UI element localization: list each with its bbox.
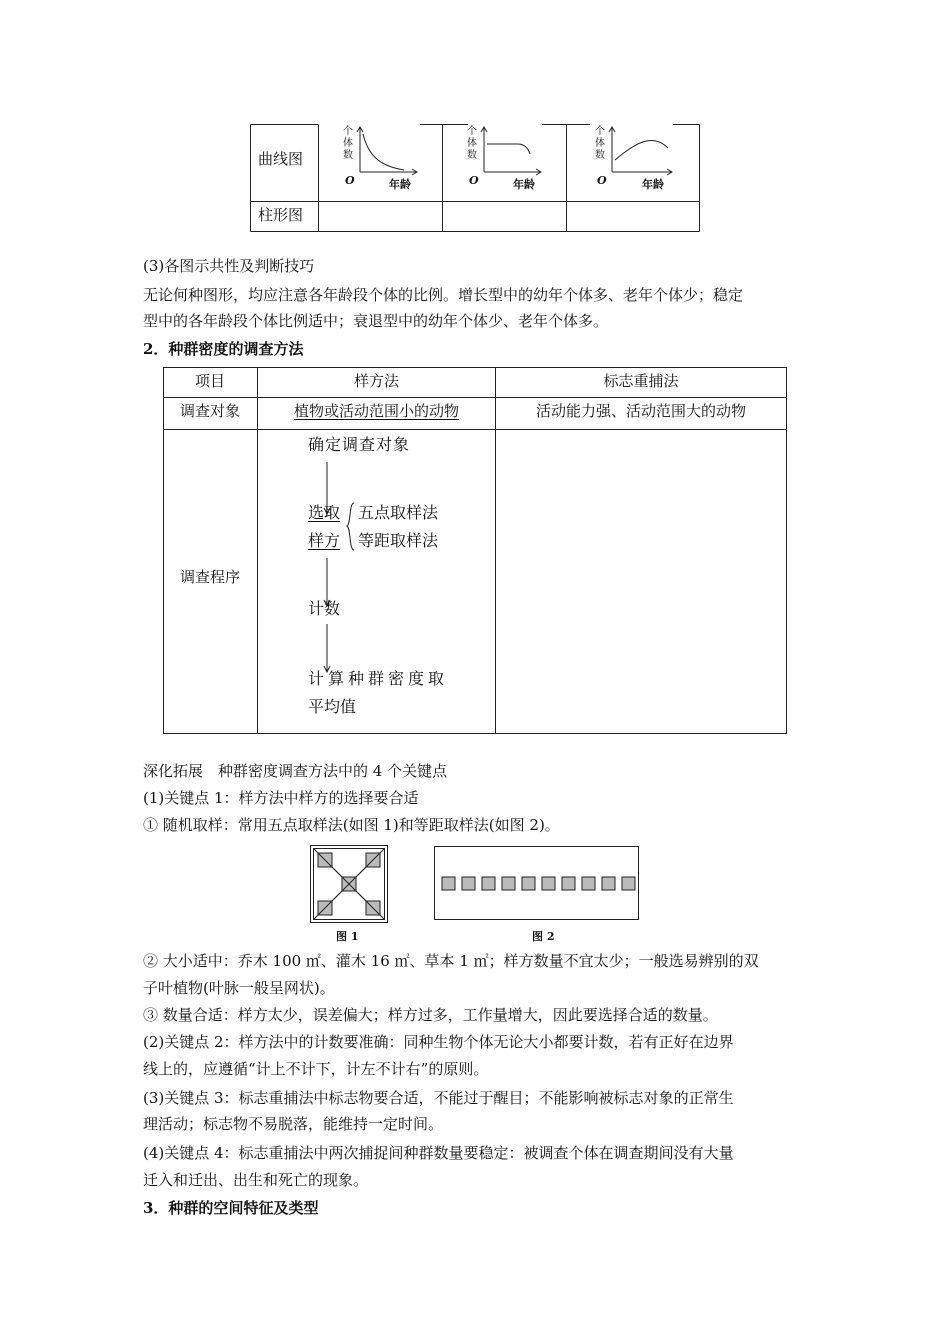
keypoint4-line1: (4)关键点 4：标志重捕法中两次捕捉间种群数量要稳定：被调查个体在调查期间没有大量 [143, 1144, 734, 1162]
option-five-point: 五点取样法 [358, 503, 439, 522]
keypoint2-line1: (2)关键点 2：样方法中的计数要准确：同种生物个体无论大小都要计数，若有正好在边界 [143, 1033, 734, 1051]
axis-y-char: 体 [467, 138, 477, 149]
step-quadrat: 样方 [308, 531, 341, 550]
age-structure-table [250, 124, 700, 232]
axis-y-char: 数 [467, 150, 477, 161]
axis-origin: O [469, 174, 479, 187]
axis-origin: O [345, 174, 355, 187]
quadrat-subject: 植物或活动范围小的动物 [293, 402, 459, 420]
axis-y-char: 个 [595, 126, 605, 137]
keypoint2-line2: 线上的，应遵循“计上不计下，计左不计右”的原则。 [143, 1060, 489, 1078]
quadrat-procedure-flow [308, 430, 488, 730]
header-mark-recapture: 标志重捕法 [603, 372, 679, 390]
curve-chart-decreasing [342, 126, 432, 196]
curve-chart-stable [466, 126, 556, 196]
keypoint3-line1: (3)关键点 3：标志重捕法中标志物要合适，不能过于醒目；不能影响被标志对象的正常生 [143, 1089, 734, 1107]
section3-body-line2: 型中的各年龄段个体比例适中；衰退型中的幼年个体少、老年个体多。 [143, 312, 609, 330]
figure2-caption: 图 2 [532, 930, 555, 943]
axis-x-label: 年龄 [513, 178, 535, 191]
section3-body-line1: 无论何种图形，均应注意各年龄段个体的比例。增长型中的幼年个体多、老年个体少；稳定 [143, 286, 744, 304]
heading-density-methods: 2．种群密度的调查方法 [143, 340, 304, 358]
keypoint1-random: ① 随机取样：常用五点取样法(如图 1)和等距取样法(如图 2)。 [143, 816, 560, 834]
header-item: 项目 [194, 372, 225, 390]
axis-origin: O [597, 174, 607, 187]
keypoint1-size-line2: 子叶植物(叶脉一般呈网状)。 [143, 979, 335, 997]
step-calc-density: 计算种群密度取 [308, 669, 449, 688]
step-select: 选取 [308, 503, 341, 522]
mark-subject: 活动能力强、活动范围大的动物 [535, 402, 746, 420]
axis-y-char: 体 [595, 138, 605, 149]
row-subject-label: 调查对象 [179, 402, 240, 420]
axis-y-char: 个 [467, 126, 477, 137]
keypoint1-number: ③ 数量合适：样方太少，误差偏大；样方过多，工作量增大，因此要选择合适的数量。 [143, 1006, 718, 1024]
curve-chart-hump [594, 126, 694, 196]
curve-row-label: 曲线图 [258, 150, 304, 168]
bar-row-label: 柱形图 [258, 206, 304, 224]
option-equidistant: 等距取样法 [358, 531, 439, 550]
figure1-caption: 图 1 [336, 930, 359, 943]
section3-title: (3)各图示共性及判断技巧 [143, 257, 315, 275]
axis-y-char: 数 [595, 150, 605, 161]
figure-equidistant-sampling [434, 846, 640, 922]
keypoint4-line2: 迁入和迁出、出生和死亡的现象。 [143, 1171, 369, 1189]
keypoint3-line2: 理活动；标志物不易脱落，能维持一定时间。 [143, 1115, 444, 1133]
axis-y-char: 体 [343, 138, 353, 149]
keypoint1: (1)关键点 1：样方法中样方的选择要合适 [143, 789, 419, 807]
axis-x-label: 年龄 [389, 178, 411, 191]
step-determine-subject: 确定调查对象 [308, 435, 411, 454]
axis-y-char: 个 [343, 126, 353, 137]
heading-spatial-features: 3．种群的空间特征及类型 [143, 1199, 319, 1217]
step-average: 平均值 [308, 697, 357, 716]
extension-title: 深化拓展 种群密度调查方法中的 4 个关键点 [143, 762, 448, 780]
step-count: 计数 [308, 599, 341, 618]
row-procedure-label: 调查程序 [179, 568, 240, 586]
keypoint1-size-line1: ② 大小适中：乔木 100 ㎡、灌木 16 ㎡、草本 1 ㎡；样方数量不宜太少；一般选易辨别的双 [143, 952, 759, 970]
axis-x-label: 年龄 [642, 178, 664, 191]
figure-five-point-sampling [310, 845, 390, 925]
axis-y-char: 数 [343, 150, 353, 161]
header-quadrat: 样方法 [353, 372, 399, 390]
density-method-table [163, 367, 788, 735]
brace-icon [346, 502, 356, 552]
